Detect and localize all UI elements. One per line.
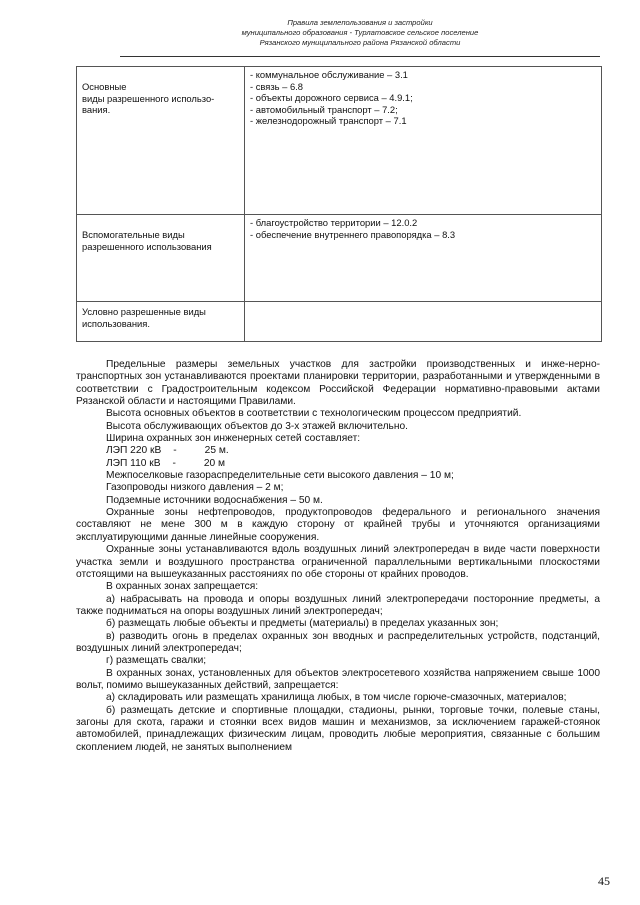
header-line-3: Рязанского муниципального района Рязанской области — [259, 38, 461, 47]
paragraph: а) набрасывать на провода и опоры воздушных линий электропередачи посторонние предметы, а также подниматься на опоры воздушных линий электропередач; — [76, 593, 600, 617]
list-item: - коммунальное обслуживание – 3.1 — [250, 69, 408, 80]
paragraph: Подземные источники водоснабжения – 50 м. — [106, 494, 323, 506]
header-rule — [120, 56, 600, 57]
header-line-1: Правила землепользования и застройки — [287, 18, 433, 27]
running-header — [120, 18, 600, 48]
paragraph: Охранные зоны устанавливаются вдоль воздушных линий электропередач в виде части поверхности участка земли и воздушного пространства ограниченной параллельными вертикальными плоскостями отстоящими на вышеуказанных расстояниях по обе стороны от крайних проводов. — [76, 544, 600, 580]
land-use-table — [76, 66, 602, 342]
paragraph: а) складировать или размещать хранилища любых, в том числе горюче-смазочных, материалов; — [106, 692, 567, 704]
page-number: 45 — [598, 874, 610, 888]
document-body — [76, 359, 600, 754]
conditional-uses-values — [245, 302, 602, 342]
paragraph: г) размещать свалки; — [106, 655, 207, 667]
lep-220-line: ЛЭП 220 кВ - 25 м. — [106, 445, 229, 457]
main-uses-values — [245, 67, 602, 215]
paragraph: Межпоселковые газораспределительные сети высокого давления – 10 м; — [106, 470, 454, 482]
paragraph: Высота обслуживающих объектов до 3-х этажей включительно. — [106, 420, 408, 432]
paragraph: В охранных зонах, установленных для объектов электросетевого хозяйства напряжением свыше 1000 вольт, помимо вышеуказанных действий, запрещается: — [76, 667, 600, 691]
conditional-uses-label: Условно разрешенные виды использования. — [77, 302, 245, 342]
table-row-auxiliary-uses — [77, 215, 602, 302]
paragraph: б) размещать любые объекты и предметы (материалы) в пределах указанных зон; — [106, 618, 499, 630]
lep-110-line: ЛЭП 110 кВ - 20 м — [106, 457, 226, 469]
paragraph: б) размещать детские и спортивные площадки, стадионы, рынки, торговые точки, полевые станы, загоны для скота, гаражи и стоянки всех видов машин и механизмов, за исключением гаражей-стоянок автомобилей, принадлежащих физическим лицам, проводить любые мероприятия, связанные с большим скоплением людей, не занятых выполнением — [76, 704, 600, 753]
auxiliary-uses-values — [245, 215, 602, 302]
table-row-main-uses — [77, 67, 602, 215]
paragraph: Газопроводы низкого давления – 2 м; — [106, 482, 284, 494]
list-item: - обеспечение внутреннего правопорядка – 8.3 — [250, 228, 456, 240]
paragraph: Охранные зоны нефтепроводов, продуктопроводов федерального и регионального значения составляют не мене 300 м в каждую сторону от крайней трубы и уточняются организациями эксплуатирующими данные линейные сооружения. — [76, 507, 600, 543]
list-item: - связь – 6.8 — [250, 80, 304, 92]
list-item: - автомобильный транспорт – 7.2; — [250, 103, 398, 115]
paragraph: в) разводить огонь в пределах охранных зон вводных и распределительных устройств, подстанций, воздушных линий электропередач; — [76, 630, 600, 654]
auxiliary-uses-label: Вспомогательные виды разрешенного использования — [77, 215, 245, 302]
header-line-2: муниципального образования - Турлатовское сельское поселение — [241, 28, 479, 37]
list-item: - объекты дорожного сервиса – 4.9.1; — [250, 92, 413, 104]
list-item: - благоустройство территории – 12.0.2 — [250, 217, 418, 228]
paragraph: Высота основных объектов в соответствии с технологическим процессом предприятий. — [106, 408, 522, 420]
paragraph: Предельные размеры земельных участков для застройки производственных и инже-нерно-транспортных зон устанавливаются проектами планировки территории, разработанными и утвержденными в соответствии с Градостроительным кодексом Российской Федерации нормативно-правовыми актами Рязанской области и настоящими Правилами. — [76, 359, 600, 408]
table-row-conditional-uses — [77, 302, 602, 342]
paragraph: В охранных зонах запрещается: — [106, 581, 259, 593]
main-uses-label: Основные виды разрешенного использо- вания. — [77, 67, 245, 215]
paragraph: Ширина охранных зон инженерных сетей составляет: — [106, 433, 361, 445]
list-item: - железнодорожный транспорт – 7.1 — [250, 115, 407, 127]
